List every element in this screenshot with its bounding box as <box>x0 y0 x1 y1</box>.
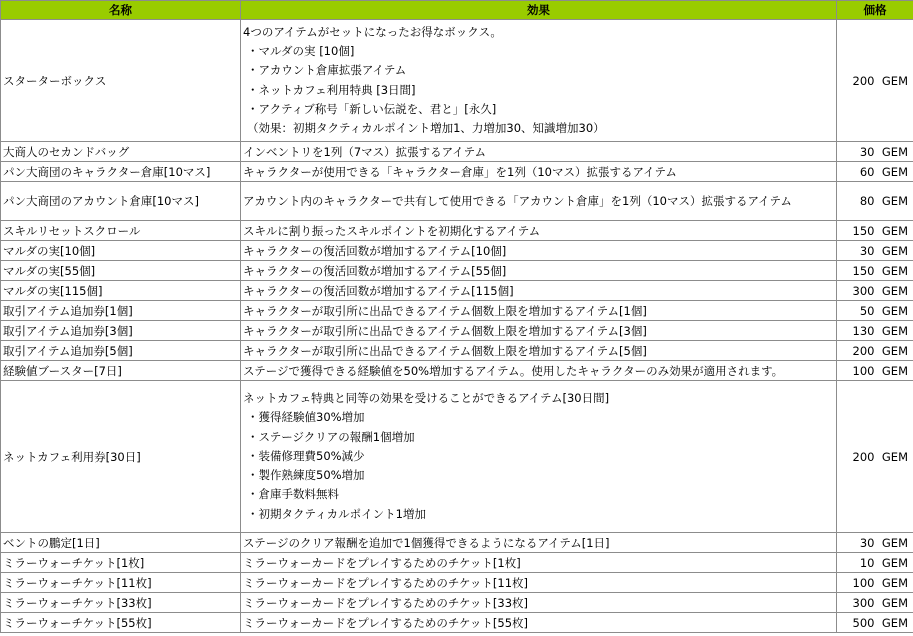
item-name: 取引アイテム追加券[3個] <box>1 321 241 341</box>
item-price: 30 <box>837 533 877 553</box>
effect-line: ・ネットカフェ利用特典 [3日間] <box>247 82 416 97</box>
item-price-unit: GEM <box>877 573 913 593</box>
item-price: 150 <box>837 221 877 241</box>
effect-line: ・獲得経験値30%増加 <box>247 410 365 425</box>
item-name: ベントの鵬定[1日] <box>1 533 241 553</box>
table-row <box>1 341 913 361</box>
item-effect <box>241 381 837 533</box>
item-name: ネットカフェ利用券[30日] <box>1 381 241 533</box>
item-effect: ステージのクリア報酬を追加で1個獲得できるようになるアイテム[1日] <box>241 533 837 553</box>
item-name: マルダの実[115個] <box>1 281 241 301</box>
item-price: 300 <box>837 281 877 301</box>
item-price: 80 <box>837 182 877 221</box>
item-name: ミラーウォーチケット[33枚] <box>1 593 241 613</box>
effect-line: ・初期タクティカルポイント1増加 <box>247 506 426 521</box>
header-price: 価格 <box>837 1 913 20</box>
item-effect: ミラーウォーカードをプレイするためのチケット[11枚] <box>241 573 837 593</box>
effect-line: 4つのアイテムがセットになったお得なボックス。 <box>243 24 502 39</box>
item-name: パン大商団のキャラクター倉庫[10マス] <box>1 162 241 182</box>
table-row <box>1 20 913 142</box>
item-effect: キャラクターが取引所に出品できるアイテム個数上限を増加するアイテム[1個] <box>241 301 837 321</box>
item-effect: ステージで獲得できる経験値を50%増加するアイテム。使用したキャラクターのみ効果が適用されます。 <box>241 361 837 381</box>
header-name: 名称 <box>1 1 241 20</box>
header-effect: 効果 <box>241 1 837 20</box>
item-effect: ミラーウォーカードをプレイするためのチケット[1枚] <box>241 553 837 573</box>
item-price-unit: GEM <box>877 281 913 301</box>
item-name: マルダの実[10個] <box>1 241 241 261</box>
item-price-unit: GEM <box>877 321 913 341</box>
item-price-unit: GEM <box>877 221 913 241</box>
item-effect: キャラクターが取引所に出品できるアイテム個数上限を増加するアイテム[5個] <box>241 341 837 361</box>
item-name: 経験値ブースター[7日] <box>1 361 241 381</box>
item-price: 10 <box>837 553 877 573</box>
item-price-unit: GEM <box>877 381 913 533</box>
item-price: 200 <box>837 381 877 533</box>
item-name: 取引アイテム追加券[5個] <box>1 341 241 361</box>
item-price: 300 <box>837 593 877 613</box>
table-row <box>1 281 913 301</box>
item-price-unit: GEM <box>877 613 913 633</box>
effect-line: ・装備修理費50%減少 <box>247 448 365 463</box>
table-row <box>1 553 913 573</box>
table-row <box>1 593 913 613</box>
item-price-unit: GEM <box>877 20 913 142</box>
effect-line: ・アカウント倉庫拡張アイテム <box>247 63 407 78</box>
table-row <box>1 573 913 593</box>
item-effect: キャラクターの復活回数が増加するアイテム[55個] <box>241 261 837 281</box>
effect-line: ネットカフェ特典と同等の効果を受けることができるアイテム[30日間] <box>243 390 610 405</box>
item-price: 200 <box>837 20 877 142</box>
item-price: 130 <box>837 321 877 341</box>
table-row <box>1 142 913 162</box>
item-effect: キャラクターが取引所に出品できるアイテム個数上限を増加するアイテム[3個] <box>241 321 837 341</box>
table-row <box>1 261 913 281</box>
item-price: 30 <box>837 142 877 162</box>
item-price-unit: GEM <box>877 533 913 553</box>
effect-line: ・マルダの実 [10個] <box>247 43 355 58</box>
item-price: 100 <box>837 573 877 593</box>
item-effect: スキルに割り振ったスキルポイントを初期化するアイテム <box>241 221 837 241</box>
table-row <box>1 533 913 553</box>
item-price: 60 <box>837 162 877 182</box>
table-row <box>1 321 913 341</box>
item-price-unit: GEM <box>877 361 913 381</box>
item-price-unit: GEM <box>877 593 913 613</box>
effect-line: （効果：初期タクティカルポイント増加1、力増加30、知識増加30） <box>247 121 605 136</box>
item-price-unit: GEM <box>877 341 913 361</box>
table-row <box>1 381 913 533</box>
item-name: ミラーウォーチケット[1枚] <box>1 553 241 573</box>
item-effect: キャラクターの復活回数が増加するアイテム[10個] <box>241 241 837 261</box>
effect-line: ・ステージクリアの報酬1個増加 <box>247 429 415 444</box>
item-price: 50 <box>837 301 877 321</box>
item-name: スターターボックス <box>1 20 241 142</box>
table-row <box>1 241 913 261</box>
item-effect: インベントリを1列（7マス）拡張するアイテム <box>241 142 837 162</box>
item-price-unit: GEM <box>877 553 913 573</box>
item-name: ミラーウォーチケット[55枚] <box>1 613 241 633</box>
table-row <box>1 221 913 241</box>
item-effect: キャラクターが使用できる「キャラクター倉庫」を1列（10マス）拡張するアイテム <box>241 162 837 182</box>
item-effect <box>241 20 837 142</box>
effect-line: ・製作熟練度50%増加 <box>247 468 365 483</box>
item-name: 大商人のセカンドバッグ <box>1 142 241 162</box>
table-row <box>1 361 913 381</box>
effect-line: ・倉庫手数料無料 <box>247 487 339 502</box>
table-row <box>1 162 913 182</box>
item-price-unit: GEM <box>877 142 913 162</box>
item-effect: ミラーウォーカードをプレイするためのチケット[55枚] <box>241 613 837 633</box>
item-effect: アカウント内のキャラクターで共有して使用できる「アカウント倉庫」を1列（10マス）拡張するアイテム <box>241 182 837 221</box>
item-price: 30 <box>837 241 877 261</box>
item-price-unit: GEM <box>877 301 913 321</box>
item-price-unit: GEM <box>877 241 913 261</box>
table-row <box>1 182 913 221</box>
table-row <box>1 301 913 321</box>
item-price: 500 <box>837 613 877 633</box>
item-price-unit: GEM <box>877 182 913 221</box>
item-name: スキルリセットスクロール <box>1 221 241 241</box>
item-effect: ミラーウォーカードをプレイするためのチケット[33枚] <box>241 593 837 613</box>
effect-line: ・アクティブ称号「新しい伝説を、君と」[永久] <box>247 101 497 116</box>
item-effect: キャラクターの復活回数が増加するアイテム[115個] <box>241 281 837 301</box>
item-name: マルダの実[55個] <box>1 261 241 281</box>
item-name: 取引アイテム追加券[1個] <box>1 301 241 321</box>
item-price-unit: GEM <box>877 162 913 182</box>
item-name: パン大商団のアカウント倉庫[10マス] <box>1 182 241 221</box>
item-price: 200 <box>837 341 877 361</box>
item-price-unit: GEM <box>877 261 913 281</box>
header-row <box>1 1 913 20</box>
item-price: 100 <box>837 361 877 381</box>
item-name: ミラーウォーチケット[11枚] <box>1 573 241 593</box>
table-row <box>1 613 913 633</box>
item-price: 150 <box>837 261 877 281</box>
